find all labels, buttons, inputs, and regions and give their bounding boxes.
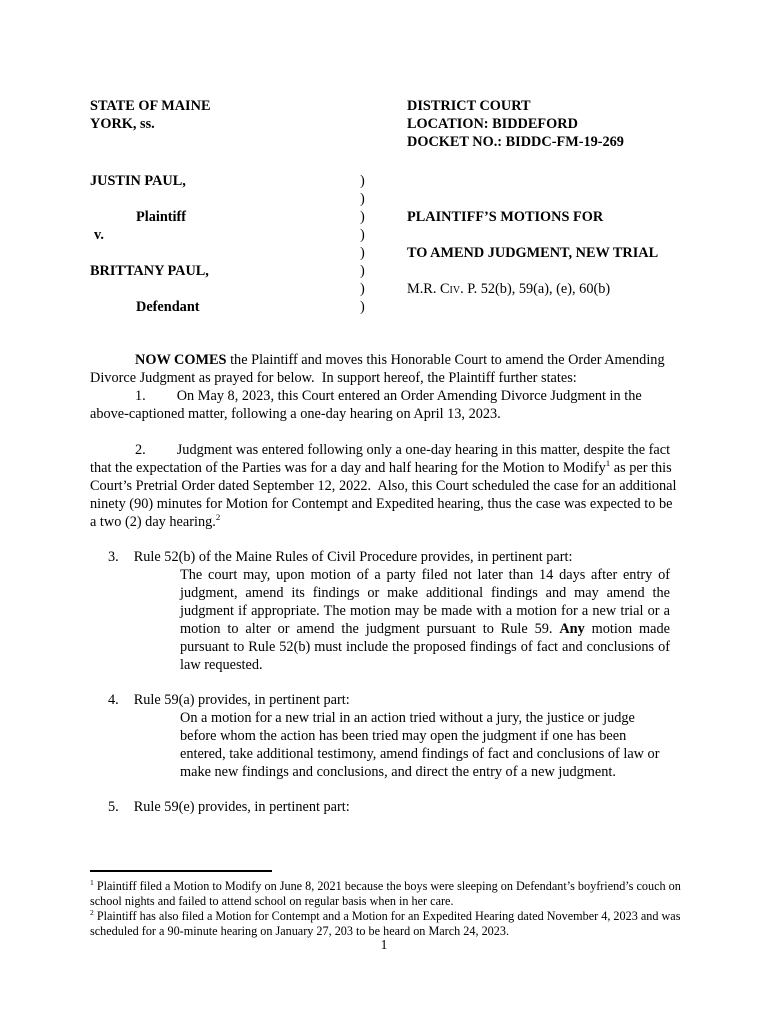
caption-row xyxy=(90,208,678,226)
motion-title-line: PLAINTIFF’S MOTIONS FOR xyxy=(407,209,604,225)
block-quote: On a motion for a new trial in an action tried without a jury, the justice or judge before whom the action has been tried may open the judgment if one has been entered, take additional testimony, amend findings of fact and conclusions of law or make new findings and conclusions, and direct the entry of a new judgment. xyxy=(180,710,660,780)
party-role: Defendant xyxy=(136,299,200,315)
rule-items xyxy=(90,548,678,816)
footnote-marker: 1 xyxy=(90,877,94,887)
caption-row xyxy=(90,226,678,244)
small-caps-text: Civ xyxy=(439,281,461,297)
rule-item xyxy=(90,798,678,816)
caption-row xyxy=(90,280,678,298)
rule-item-lead: 5. Rule 59(e) provides, in pertinent part: xyxy=(108,799,350,815)
caption-row xyxy=(90,172,678,190)
caption-paren: ) xyxy=(360,227,365,243)
party-name: BRITTANY PAUL, xyxy=(90,263,209,279)
party-role: Plaintiff xyxy=(136,209,187,225)
rule-item xyxy=(90,548,678,674)
caption-paren: ) xyxy=(360,263,365,279)
motion-title-line: TO AMEND JUDGMENT, NEW TRIAL xyxy=(407,245,659,261)
caption-paren: ) xyxy=(360,245,365,261)
rule-item-lead: 3. Rule 52(b) of the Maine Rules of Civil Procedure provides, in pertinent part: xyxy=(108,549,573,565)
court-header-line: YORK, ss. xyxy=(90,116,155,132)
page-number: 1 xyxy=(380,937,388,952)
footnote-separator-rule xyxy=(90,870,272,872)
caption-paren: ) xyxy=(360,209,365,225)
numbered-paragraphs xyxy=(90,387,678,531)
caption-row xyxy=(90,190,678,208)
rule-item xyxy=(90,691,678,781)
footnotes-list xyxy=(90,879,691,939)
caption-row xyxy=(90,262,678,280)
court-header-line: DOCKET NO.: BIDDC-FM-19-269 xyxy=(407,134,624,150)
footnotes-section xyxy=(90,870,691,939)
caption-paren: ) xyxy=(360,299,365,315)
footnote: $^1$ Plaintiff filed a Motion to Modify on June 8, 2021 because the boys were sleeping on Defendant’s boyfriend’s couch on school nights and failed to attend school on regular basis when in her care. xyxy=(90,877,681,908)
footnote-reference: 2 xyxy=(215,512,221,523)
footnote-reference: 1 xyxy=(605,458,611,469)
rule-item-lead: 4. Rule 59(a) provides, in pertinent part: xyxy=(108,692,350,708)
case-caption xyxy=(90,172,678,316)
caption-row xyxy=(90,298,678,316)
block-quote: The court may, upon motion of a party filed not later than 14 days after entry of judgment, amend its findings or make additional findings and may amend the judgment if appropriate. The motion may be made with a motion for a new trial or a motion to alter or amend the judgment pursuant to Rule 59. Any motion made pursuant to Rule 52(b) must include the proposed findings of fact and conclusions of law requested. xyxy=(180,567,670,673)
numbered-paragraph: 1. On May 8, 2023, this Court entered an Order Amending Divorce Judgment in the above-captioned matter, following a one-day hearing on April 13, 2023. xyxy=(90,388,642,422)
court-header-right xyxy=(407,97,624,151)
rule-citation: M.R. Civ. P. 52(b), 59(a), (e), 60(b) xyxy=(407,281,611,297)
court-header xyxy=(90,97,678,151)
numbered-paragraph: 2. Judgment was entered following only a one-day hearing in this matter, despite the fact that the expectation of the Parties was for a day and half hearing for the Motion to Modify$^1$ as per this Court’s Pretrial Order dated September 12, 2022. Also, this Court scheduled the case for an additional ninety (90) minutes for Motion for Contempt and Expedited hearing, thus the case was expected to be a two (2) day hearing.$^2$ xyxy=(90,442,677,530)
caption-paren: ) xyxy=(360,173,365,189)
footnote-marker: 2 xyxy=(90,907,94,917)
bold-text: NOW COMES xyxy=(135,352,227,368)
caption-paren: ) xyxy=(360,281,365,297)
court-header-line: LOCATION: BIDDEFORD xyxy=(407,116,578,132)
bold-text: Any xyxy=(559,621,585,637)
party-name: JUSTIN PAUL, xyxy=(90,173,186,189)
court-header-line: STATE OF MAINE xyxy=(90,98,211,114)
caption-paren: ) xyxy=(360,191,365,207)
opening-paragraph: NOW COMES the Plaintiff and moves this Honorable Court to amend the Order Amending Divorce Judgment as prayed for below. In support hereof, the Plaintiff further states: xyxy=(90,352,665,386)
court-header-line: DISTRICT COURT xyxy=(407,98,531,114)
footnote: $^2$ Plaintiff has also filed a Motion for Contempt and a Motion for an Expedited Hearing dated November 4, 2023 and was scheduled for a 90-minute hearing on January 27, 203 to be heard on March 24, 2023. xyxy=(90,907,681,938)
caption-row xyxy=(90,244,678,262)
versus-marker: v. xyxy=(94,227,104,243)
